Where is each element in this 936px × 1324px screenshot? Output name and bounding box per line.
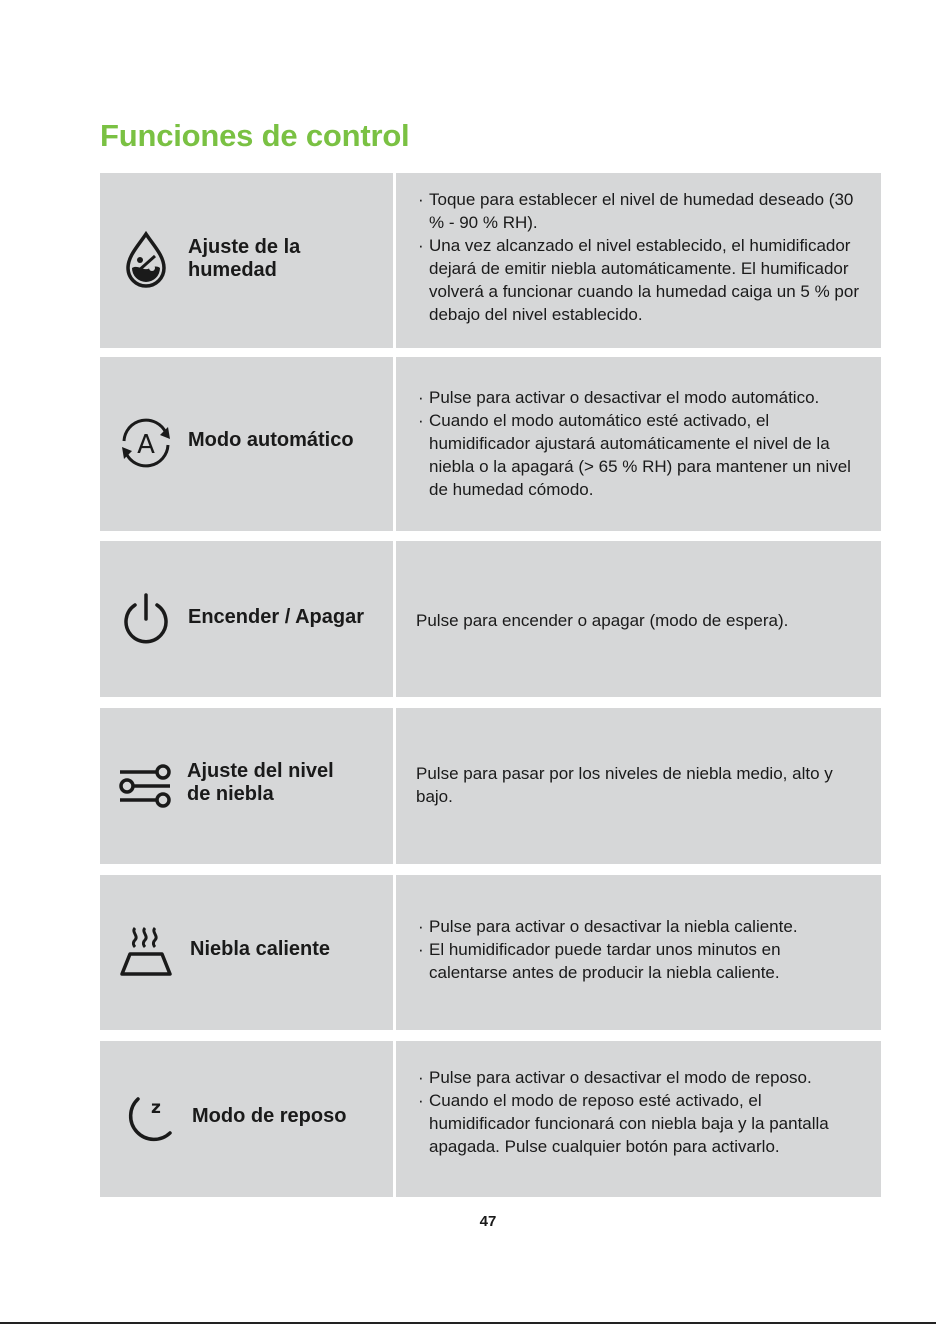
row-label: Niebla caliente	[190, 938, 331, 960]
control-row-humidity	[100, 173, 881, 348]
row-label-cell	[100, 357, 393, 531]
row-description	[418, 188, 859, 326]
bullet-item: · Toque para establecer el nivel de humedad deseado (30 % - 90 % RH).	[418, 188, 859, 234]
row-label: Modo de reposo	[192, 1105, 347, 1127]
control-row-power	[100, 541, 881, 697]
warm-mist-icon	[116, 922, 176, 982]
row-label: Ajuste de la humedad	[188, 236, 301, 281]
bullet-item: · Cuando el modo automático esté activado, el humidificador ajustará automáticamente el nivel de la niebla o la apagará (> 65 % RH) para mantener un nivel de humedad cómodo.	[418, 409, 867, 501]
row-description-cell	[396, 541, 881, 697]
page-title: Funciones de control	[100, 118, 410, 153]
row-label: Ajuste del nivel de niebla	[187, 760, 334, 805]
row-description-cell	[396, 173, 881, 348]
sleep-mode-icon	[116, 1089, 176, 1149]
humidity-drop-icon	[116, 230, 176, 290]
row-label-cell	[100, 541, 393, 697]
bullet-item: · Una vez alcanzado el nivel establecido, el humidificador dejará de emitir niebla automáticamente. El humificador volverá a funcionar cuando la humedad caiga un 5 % por debajo del nivel establecido.	[418, 234, 859, 326]
row-label-cell	[100, 173, 393, 348]
row-label: Encender / Apagar	[188, 606, 364, 628]
page-number: 47	[479, 1213, 497, 1230]
control-row-sleep	[100, 1041, 881, 1197]
row-label-cell	[100, 708, 393, 864]
row-description: Pulse para pasar por los niveles de niebla medio, alto y bajo.	[416, 764, 833, 806]
row-description-cell	[396, 708, 881, 864]
control-row-mist-level	[100, 708, 881, 864]
svg-text:z: z	[151, 1098, 161, 1118]
row-label-cell	[100, 875, 393, 1030]
row-description	[418, 386, 867, 501]
bullet-item: · El humidificador puede tardar unos minutos en calentarse antes de producir la niebla caliente.	[418, 938, 859, 984]
row-label-cell	[100, 1041, 393, 1197]
bullet-item: · Cuando el modo de reposo esté activado, el humidificador funcionará con niebla baja y la pantalla apagada. Pulse cualquier botón para activarlo.	[418, 1089, 859, 1158]
row-description-cell	[396, 1041, 881, 1197]
row-description-cell	[396, 357, 881, 531]
row-description	[418, 1066, 859, 1158]
row-description: Pulse para encender o apagar (modo de espera).	[416, 611, 789, 630]
svg-text:A: A	[137, 430, 155, 460]
row-label: Modo automático	[188, 429, 354, 451]
control-row-auto	[100, 357, 881, 531]
bullet-item: · Pulse para activar o desactivar la niebla caliente.	[418, 915, 859, 938]
auto-mode-icon	[116, 413, 176, 473]
bullet-item: · Pulse para activar o desactivar el modo de reposo.	[418, 1066, 859, 1089]
power-icon	[116, 589, 176, 649]
control-row-warm-mist	[100, 875, 881, 1030]
row-description	[418, 915, 859, 984]
row-description-cell	[396, 875, 881, 1030]
mist-level-icon	[116, 756, 176, 816]
bullet-item: · Pulse para activar o desactivar el modo automático.	[418, 386, 867, 409]
